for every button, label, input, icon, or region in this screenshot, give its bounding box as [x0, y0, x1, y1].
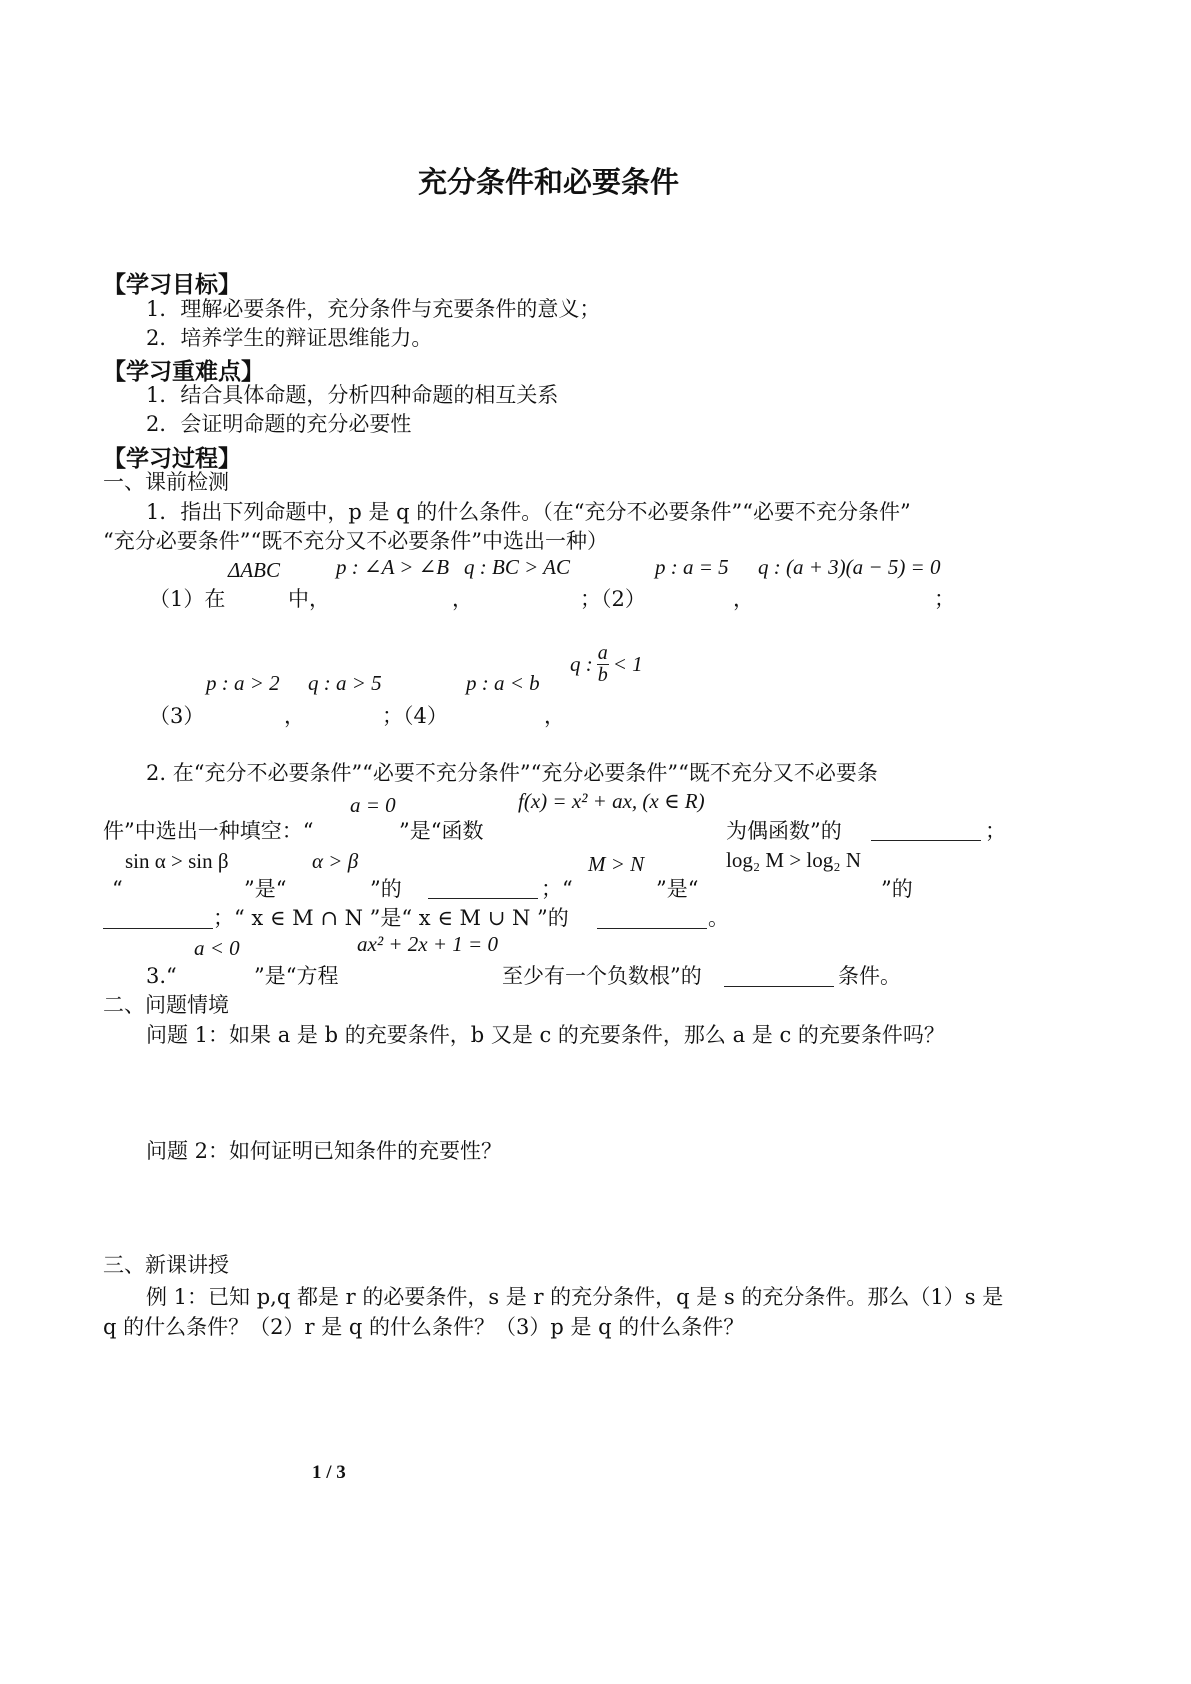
- q2-line-4-end: 。: [708, 906, 729, 930]
- part2-heading: 二、问题情境: [103, 993, 229, 1017]
- q2-blank-3[interactable]: [103, 928, 213, 929]
- difficulty-item-1: 1．结合具体命题，分析四种命题的相互关系: [146, 383, 559, 407]
- q2-line-3-of2: ”的: [881, 877, 913, 901]
- q1-row1-sep3: ；（2）: [580, 587, 646, 611]
- q2-line-3-q2: ；“: [541, 877, 573, 901]
- math-q2: q : (a + 3)(a − 5) = 0: [758, 555, 941, 579]
- math-sin: [125, 849, 229, 874]
- q3-start: 3.“: [146, 964, 177, 988]
- part3-heading: 三、新课讲授: [103, 1253, 229, 1277]
- q3-blank[interactable]: [724, 986, 834, 987]
- q3-tail: 条件。: [838, 964, 901, 988]
- math-q3: q : a > 5: [308, 671, 382, 695]
- q1-row1-sep5: ；: [934, 587, 955, 611]
- math-aneg: a < 0: [194, 936, 240, 960]
- math-p2: p : a = 5: [655, 555, 729, 579]
- math-q4-numerator: a: [597, 642, 608, 664]
- q1-row2-label: （3）: [149, 704, 205, 728]
- q2-line-3-q1: “: [112, 877, 123, 901]
- section-goals-heading: 【学习目标】: [103, 271, 241, 298]
- math-q4-prefix: q :: [570, 652, 593, 676]
- q1-row2-sep3: ，: [544, 704, 565, 728]
- q3-mid: ”是“方程: [254, 964, 339, 988]
- q1-line-2: “充分必要条件”“既不充分又不必要条件”中选出一种）: [103, 529, 608, 553]
- goal-item-1: 1．理解必要条件，充分条件与充要条件的意义；: [146, 297, 601, 321]
- q2-line-2-mid: ”是“函数: [399, 819, 484, 843]
- problem-2: 问题 2：如何证明已知条件的充要性？: [146, 1139, 503, 1163]
- math-q4-suffix: < 1: [612, 652, 643, 676]
- math-sin-text: sin α > sin β: [125, 849, 229, 873]
- q2-line-1: 2. 在“充分不必要条件”“必要不充分条件”“充分必要条件”“既不充分又不必要条: [146, 761, 878, 785]
- example-1-line-1: 例 1：已知 p,q 都是 r 的必要条件，s 是 r 的充分条件，q 是 s 的充分条件。那么（1）s 是: [146, 1285, 1004, 1309]
- q2-line-2-start: 件”中选出一种填空：“: [103, 819, 314, 843]
- q2-line-4: ；“ x ∈ M ∩ N ”是“ x ∈ M ∪ N ”的: [213, 906, 569, 930]
- example-1-line-2: q 的什么条件？（2）r 是 q 的什么条件？（3）p 是 q 的什么条件？: [103, 1315, 745, 1339]
- q2-line-2-semicolon: ；: [985, 819, 1006, 843]
- q1-row2-sep2: ；（4）: [382, 704, 448, 728]
- math-triangle: ΔABC: [228, 558, 280, 582]
- math-a0: a = 0: [350, 793, 396, 817]
- q1-row1-label: （1）在: [149, 587, 226, 611]
- page-title: 充分条件和必要条件: [418, 165, 680, 199]
- goal-item-2: 2．培养学生的辩证思维能力。: [146, 326, 433, 350]
- math-q4-fraction: [597, 643, 609, 686]
- q2-line-3-is2: ”是“: [656, 877, 699, 901]
- math-p3: p : a > 2: [206, 671, 280, 695]
- page-number: 1 / 3: [312, 1462, 346, 1483]
- q2-line-3-is1: ”是“: [244, 877, 287, 901]
- math-q1: q : BC > AC: [464, 555, 570, 579]
- math-mn: M > N: [588, 852, 645, 876]
- q2-blank-2[interactable]: [428, 898, 538, 899]
- problem-1: 问题 1：如果 a 是 b 的充要条件，b 又是 c 的充要条件，那么 a 是 c 的充要条件吗？: [146, 1023, 945, 1047]
- section-difficulties-heading: 【学习重难点】: [103, 358, 264, 385]
- q2-line-2-end: 为偶函数”的: [726, 819, 842, 843]
- math-log: log₂ M > log₂ N: [726, 848, 861, 872]
- q1-row1-sep1: 中，: [288, 587, 330, 611]
- math-fx: f(x) = x² + ax, (x ∈ R): [518, 789, 705, 813]
- q1-row1-sep2: ，: [452, 587, 473, 611]
- math-p1: p : ∠A > ∠B: [336, 555, 450, 579]
- q1-line-1: 1．指出下列命题中，p 是 q 的什么条件。（在“充分不必要条件”“必要不充分条件”: [146, 500, 911, 524]
- q1-row2-sep1: ，: [284, 704, 305, 728]
- q2-blank-1[interactable]: [871, 840, 981, 841]
- math-eq: ax² + 2x + 1 = 0: [357, 932, 498, 956]
- difficulty-item-2: 2．会证明命题的充分必要性: [146, 412, 412, 436]
- math-q4-denominator: b: [597, 664, 608, 686]
- q2-blank-4[interactable]: [597, 928, 707, 929]
- math-p4: p : a < b: [466, 671, 540, 695]
- math-q4: [570, 643, 643, 686]
- q2-line-3-of1: ”的: [370, 877, 402, 901]
- section-process-heading: 【学习过程】: [103, 445, 241, 472]
- math-alpha: α > β: [312, 849, 359, 873]
- part1-heading: 一、课前检测: [103, 470, 229, 494]
- q3-end: 至少有一个负数根”的: [502, 964, 702, 988]
- q1-row1-sep4: ，: [733, 587, 754, 611]
